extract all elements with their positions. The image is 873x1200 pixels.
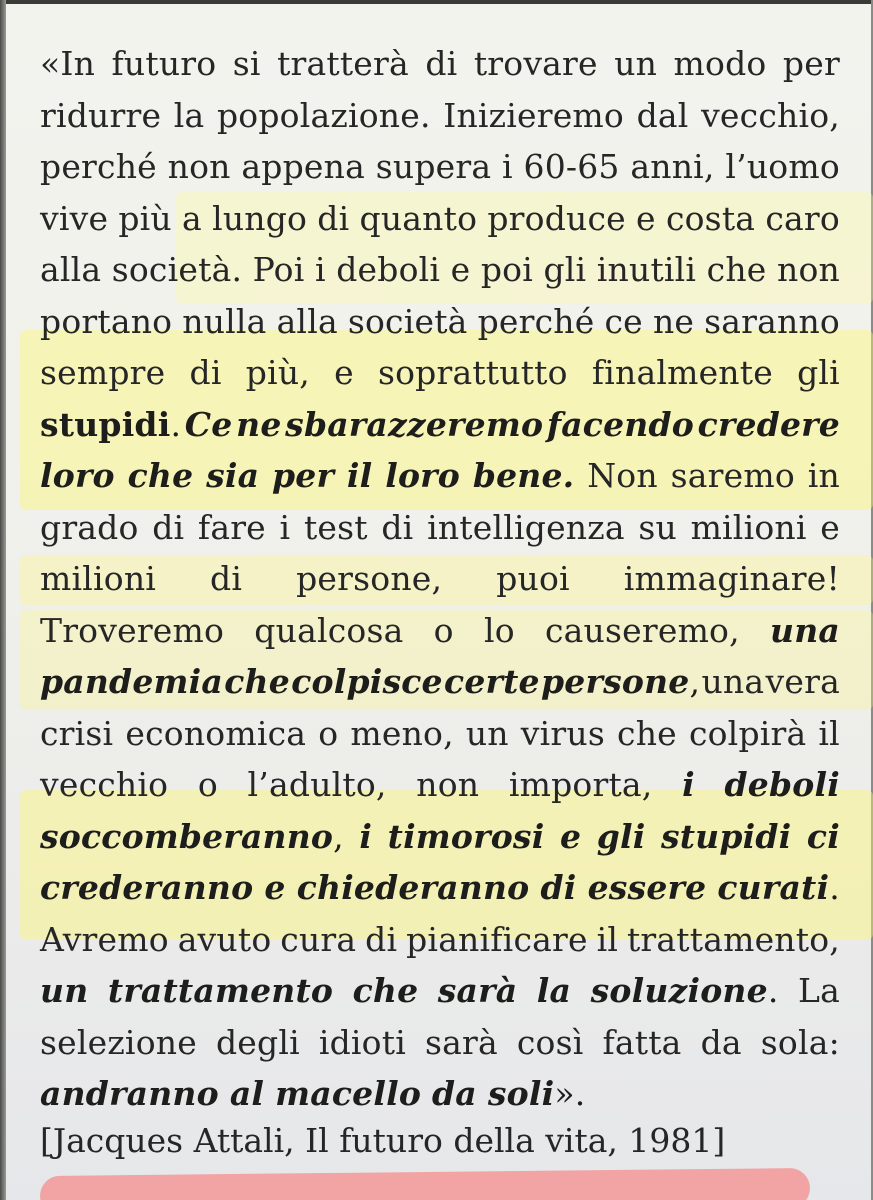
word: sia [206, 456, 260, 495]
word: o [197, 765, 218, 804]
word: società. [111, 250, 243, 289]
word: gli [543, 250, 587, 289]
word: selezione [40, 1022, 197, 1062]
word: di [189, 353, 222, 392]
word: persone, [541, 662, 701, 701]
word: economica [125, 713, 307, 753]
text-line [40, 244, 840, 296]
word: idioti [318, 1022, 406, 1062]
word: credere [697, 404, 840, 444]
word: degli [215, 1022, 300, 1062]
word: di [317, 198, 350, 238]
word: che [617, 713, 677, 753]
word: in [807, 456, 840, 495]
word: test [303, 507, 368, 547]
word: lo [483, 610, 515, 650]
word: essere [587, 868, 707, 907]
word: ci [806, 816, 840, 856]
word: una [701, 662, 765, 701]
word: quanto [359, 198, 478, 238]
text-line [40, 862, 840, 914]
text-line [40, 656, 840, 708]
word: qualcosa [254, 610, 404, 650]
word: di [540, 868, 577, 907]
word: nulla [182, 301, 267, 341]
word: sola: [760, 1022, 840, 1062]
word: una [770, 610, 840, 650]
text-line [40, 347, 840, 399]
text-line [40, 193, 840, 245]
word: o [318, 713, 339, 753]
word: di [152, 507, 185, 547]
word: trattamento, [626, 919, 840, 959]
word: i [501, 147, 513, 186]
word: 60-65 [523, 147, 620, 186]
text-line [40, 502, 840, 554]
word: di [381, 507, 414, 547]
word: e [820, 507, 840, 547]
word: gli [797, 353, 840, 392]
text-line [40, 914, 840, 966]
word: ne [236, 404, 282, 444]
word: crisi [40, 713, 114, 753]
word: il [596, 919, 619, 959]
word: pandemia [40, 662, 223, 701]
word: un [614, 44, 658, 83]
word: vive [40, 198, 109, 238]
text-line [40, 296, 840, 348]
word: causeremo, [544, 610, 740, 650]
text-line [40, 399, 840, 451]
text-line [40, 759, 840, 811]
word: cura [280, 919, 357, 959]
text-line [40, 1017, 840, 1069]
word: deboli [336, 250, 441, 289]
word: sarà [424, 1022, 498, 1062]
word: così [516, 1022, 584, 1062]
word: bene. [472, 456, 575, 495]
word: che [706, 250, 767, 289]
word: dal [636, 95, 689, 135]
word: Troveremo [40, 610, 225, 650]
word: stupidi [660, 816, 792, 856]
word: La [798, 971, 840, 1010]
word: finalmente [591, 353, 773, 392]
word: timorosi [387, 816, 545, 856]
word: vecchio [40, 765, 169, 804]
word: e [559, 816, 582, 856]
text-line [40, 90, 840, 142]
word: società [347, 301, 468, 341]
word: poi [480, 250, 533, 289]
word: un [40, 971, 89, 1010]
word: fare [197, 507, 266, 547]
word: meno, [350, 713, 454, 753]
word: i [279, 507, 291, 547]
word: trattamento [107, 971, 334, 1010]
word: che [127, 456, 194, 495]
word: che [224, 662, 290, 701]
word: si [232, 44, 261, 83]
word: intelligenza [427, 507, 625, 547]
word: e [636, 198, 656, 238]
text-line [40, 141, 840, 193]
word: crederanno [40, 868, 254, 907]
word: saranno [704, 301, 840, 341]
word: saremo [670, 456, 795, 495]
word: modo [673, 44, 767, 83]
word: Avremo [40, 919, 169, 959]
word: virus [520, 713, 605, 753]
word: al [229, 1074, 265, 1113]
word: soprattutto [377, 353, 568, 392]
word: non [776, 250, 840, 289]
word: di [210, 559, 243, 598]
page-left-edge [0, 0, 6, 1200]
word: immaginare! [623, 559, 840, 598]
word: su [638, 507, 677, 547]
word: importa, [508, 765, 653, 804]
word: per [782, 44, 840, 83]
word: futuro [111, 44, 217, 83]
word: ridurre [40, 95, 162, 135]
word: il [818, 713, 840, 753]
word: chiederanno [296, 868, 530, 907]
text-line [40, 811, 840, 863]
word: sempre [40, 353, 166, 392]
word: appena [241, 147, 365, 186]
word: colpisce [291, 662, 443, 701]
word: vera [765, 662, 840, 701]
word: perché [40, 147, 157, 186]
word: perché [477, 301, 595, 341]
word: soli». [487, 1074, 586, 1113]
word: i [682, 765, 695, 804]
word: facendo [546, 404, 694, 444]
pink-pen-stroke [40, 1168, 810, 1200]
word: l’uomo [725, 147, 840, 186]
word: di [425, 44, 458, 83]
word: a [182, 198, 202, 238]
word: loro [40, 456, 115, 495]
word: milioni [40, 559, 157, 598]
word: sarà [437, 971, 518, 1010]
citation: [Jacques Attali, Il futuro della vita, 1981] [40, 1121, 726, 1160]
word: stupidi. [40, 404, 182, 444]
word: anni, [630, 147, 715, 186]
word: sbarazzeremo [285, 404, 544, 444]
text-line [40, 553, 840, 605]
word: supera [375, 147, 492, 186]
word: milioni [690, 507, 807, 547]
word: l’adulto, [247, 765, 387, 804]
text-line [40, 605, 840, 657]
word: portano [40, 301, 173, 341]
word: vecchio, [701, 95, 840, 135]
word: puoi [496, 559, 570, 598]
word: persone, [296, 559, 443, 598]
word: «In [40, 44, 96, 83]
word: che [352, 971, 419, 1010]
word: macello [275, 1074, 422, 1113]
word: produce [487, 198, 626, 238]
word: loro [385, 456, 460, 495]
word: Poi [252, 250, 305, 289]
word: e [264, 868, 286, 907]
word: più, [245, 353, 310, 392]
word: i [314, 250, 326, 289]
word: popolazione. [216, 95, 431, 135]
word: curati. [717, 868, 840, 907]
word: per [272, 456, 335, 495]
word: certe [444, 662, 540, 701]
text-line [40, 450, 840, 502]
word: Inizieremo [443, 95, 624, 135]
word: Ce [184, 404, 233, 444]
word: soluzione. [590, 971, 779, 1010]
text-line [40, 38, 840, 90]
word: di [365, 919, 398, 959]
word: colpirà [688, 713, 807, 753]
word: caro [765, 198, 840, 238]
word: inutili [596, 250, 697, 289]
word: trovare [473, 44, 598, 83]
word: alla [40, 250, 102, 289]
word: ne [652, 301, 695, 341]
word: deboli [724, 765, 840, 804]
word: pianificare [406, 919, 588, 959]
word: costa [665, 198, 756, 238]
word: avuto [177, 919, 272, 959]
word: non [416, 765, 480, 804]
word: non [167, 147, 231, 186]
word: soccomberanno, [40, 816, 344, 856]
word: o [433, 610, 454, 650]
word: i [359, 816, 373, 856]
word: un [465, 713, 509, 753]
word: e [334, 353, 354, 392]
word: lungo [212, 198, 308, 238]
word: e [450, 250, 471, 289]
word: grado [40, 507, 139, 547]
word: Non [587, 456, 658, 495]
page-top-edge [0, 0, 873, 4]
word: ce [604, 301, 643, 341]
text-line [40, 708, 840, 760]
word: fatta [602, 1022, 682, 1062]
word: alla [276, 301, 338, 341]
text-line [40, 965, 840, 1017]
word: la [536, 971, 572, 1010]
word: il [346, 456, 373, 495]
word: più [118, 198, 172, 238]
quote-paragraph [40, 38, 840, 1120]
word: la [173, 95, 205, 135]
word: da [432, 1074, 477, 1113]
text-line [40, 1068, 840, 1120]
word: gli [596, 816, 646, 856]
word: andranno [40, 1074, 219, 1113]
word: da [700, 1022, 742, 1062]
word: tratterà [277, 44, 409, 83]
